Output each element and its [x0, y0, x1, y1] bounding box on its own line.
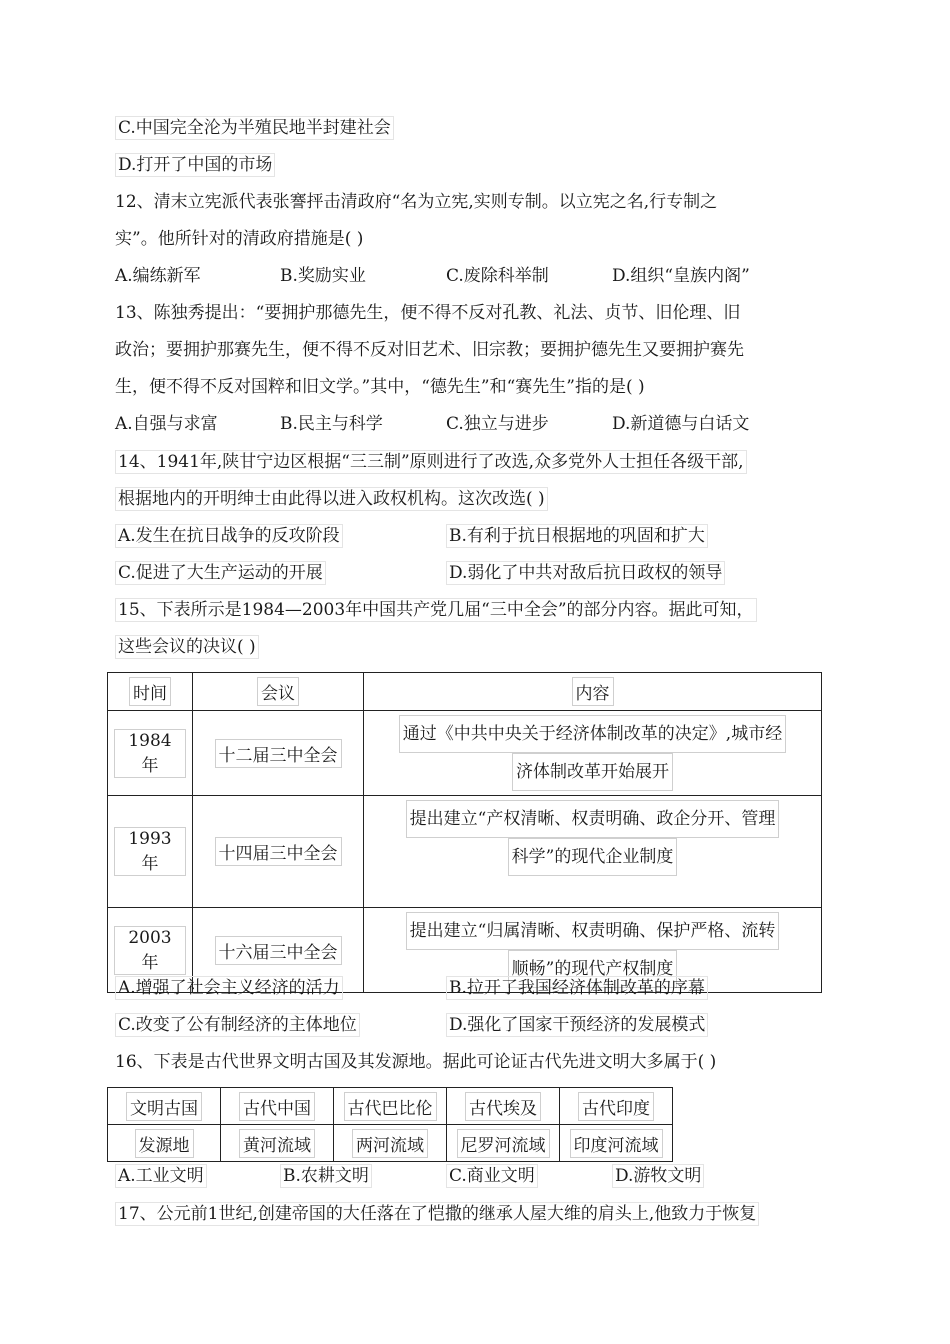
table-cell-year: 1993 年: [108, 796, 193, 908]
table-cell: 发源地: [108, 1125, 221, 1162]
q14-stem-line1: 14、1941年,陕甘宁边区根据“三三制”原则进行了改选,众多党外人士担任各级干部,: [115, 450, 747, 474]
q14-option-d: D.弱化了中共对敌后抗日政权的领导: [446, 561, 725, 585]
q13-stem-line2: 政治；要拥护那赛先生，便不得不反对旧艺术、旧宗教；要拥护德先生又要拥护赛先: [115, 340, 744, 360]
table-row: [108, 796, 822, 908]
q15-option-d: D.强化了国家干预经济的发展模式: [446, 1013, 708, 1037]
table-header-row: [108, 673, 822, 711]
q13-option-a: A.自强与求富: [115, 414, 218, 434]
q13-option-b: B.民主与科学: [280, 414, 383, 434]
q12-option-c: C.废除科举制: [446, 266, 549, 286]
table-cell-content: 提出建立“归属清晰、权责明确、保护严格、流转 顺畅”的现代产权制度: [364, 908, 822, 993]
table-cell-content: 提出建立“产权清晰、权责明确、政企分开、管理 科学”的现代企业制度: [364, 796, 822, 908]
q11-option-c: C.中国完全沦为半殖民地半封建社会: [115, 116, 394, 140]
table-cell: 古代埃及: [447, 1088, 560, 1125]
q13-stem-line1: 13、陈独秀提出：“要拥护那德先生，便不得不反对孔教、礼法、贞节、旧伦理、旧: [115, 303, 741, 323]
table-header-content: 内容: [364, 673, 822, 711]
q16-option-a: A.工业文明: [115, 1164, 207, 1188]
q16-option-b: B.农耕文明: [280, 1164, 372, 1188]
q14-option-b: B.有利于抗日根据地的巩固和扩大: [446, 524, 708, 548]
table-row: [108, 1125, 673, 1162]
table-cell: 古代巴比伦: [334, 1088, 447, 1125]
table-cell: 古代中国: [221, 1088, 334, 1125]
q13-option-c: C.独立与进步: [446, 414, 549, 434]
table-cell: 文明古国: [108, 1088, 221, 1125]
q13-stem-line3: 生，便不得不反对国粹和旧文学。”其中，“德先生”和“赛先生”指的是( ): [115, 377, 645, 397]
table-header-time: 时间: [108, 673, 193, 711]
q16-option-d: D.游牧文明: [612, 1164, 704, 1188]
q12-option-b: B.奖励实业: [280, 266, 366, 286]
table-cell: 尼罗河流域: [447, 1125, 560, 1162]
table-cell-meeting: 十六届三中全会: [193, 908, 364, 993]
q15-table: [107, 672, 822, 993]
table-cell-meeting: 十四届三中全会: [193, 796, 364, 908]
q11-option-d: D.打开了中国的市场: [115, 153, 275, 177]
q12-option-a: A.编练新军: [115, 266, 201, 286]
table-row: [108, 711, 822, 796]
q15-option-a: A.增强了社会主义经济的活力: [115, 976, 343, 1000]
table-cell: 两河流域: [334, 1125, 447, 1162]
table-cell: 黄河流域: [221, 1125, 334, 1162]
q16-option-c: C.商业文明: [446, 1164, 538, 1188]
table-header-meeting: 会议: [193, 673, 364, 711]
table-cell: 印度河流域: [560, 1125, 673, 1162]
q16-table: [107, 1087, 673, 1162]
q14-option-c: C.促进了大生产运动的开展: [115, 561, 326, 585]
table-cell-year: 2003 年: [108, 908, 193, 993]
q16-stem-line1: 16、下表是古代世界文明古国及其发源地。据此可论证古代先进文明大多属于( ): [115, 1052, 717, 1072]
table-row: [108, 1088, 673, 1125]
table-cell-meeting: 十二届三中全会: [193, 711, 364, 796]
q15-option-c: C.改变了公有制经济的主体地位: [115, 1013, 360, 1037]
q15-stem-line2: 这些会议的决议( ): [115, 635, 259, 659]
q12-stem-line1: 12、清末立宪派代表张謇抨击清政府“名为立宪,实则专制。以立宪之名,行专制之: [115, 192, 718, 212]
table-cell: 古代印度: [560, 1088, 673, 1125]
q12-stem-line2: 实”。他所针对的清政府措施是( ): [115, 229, 364, 249]
q12-option-d: D.组织“皇族内阁”: [612, 266, 750, 286]
q15-stem-line1: 15、下表所示是1984—2003年中国共产党几届“三中全会”的部分内容。据此可知，: [115, 598, 757, 622]
q13-option-d: D.新道德与白话文: [612, 414, 750, 434]
q17-stem-line1: 17、公元前1世纪,创建帝国的大任落在了恺撒的继承人屋大维的肩头上,他致力于恢复: [115, 1202, 759, 1226]
q15-option-b: B.拉开了我国经济体制改革的序幕: [446, 976, 708, 1000]
q14-stem-line2: 根据地内的开明绅士由此得以进入政权机构。这次改选( ): [115, 487, 548, 511]
table-cell-content: 通过《中共中央关于经济体制改革的决定》,城市经 济体制改革开始展开: [364, 711, 822, 796]
table-cell-year: 1984 年: [108, 711, 193, 796]
q14-option-a: A.发生在抗日战争的反攻阶段: [115, 524, 343, 548]
